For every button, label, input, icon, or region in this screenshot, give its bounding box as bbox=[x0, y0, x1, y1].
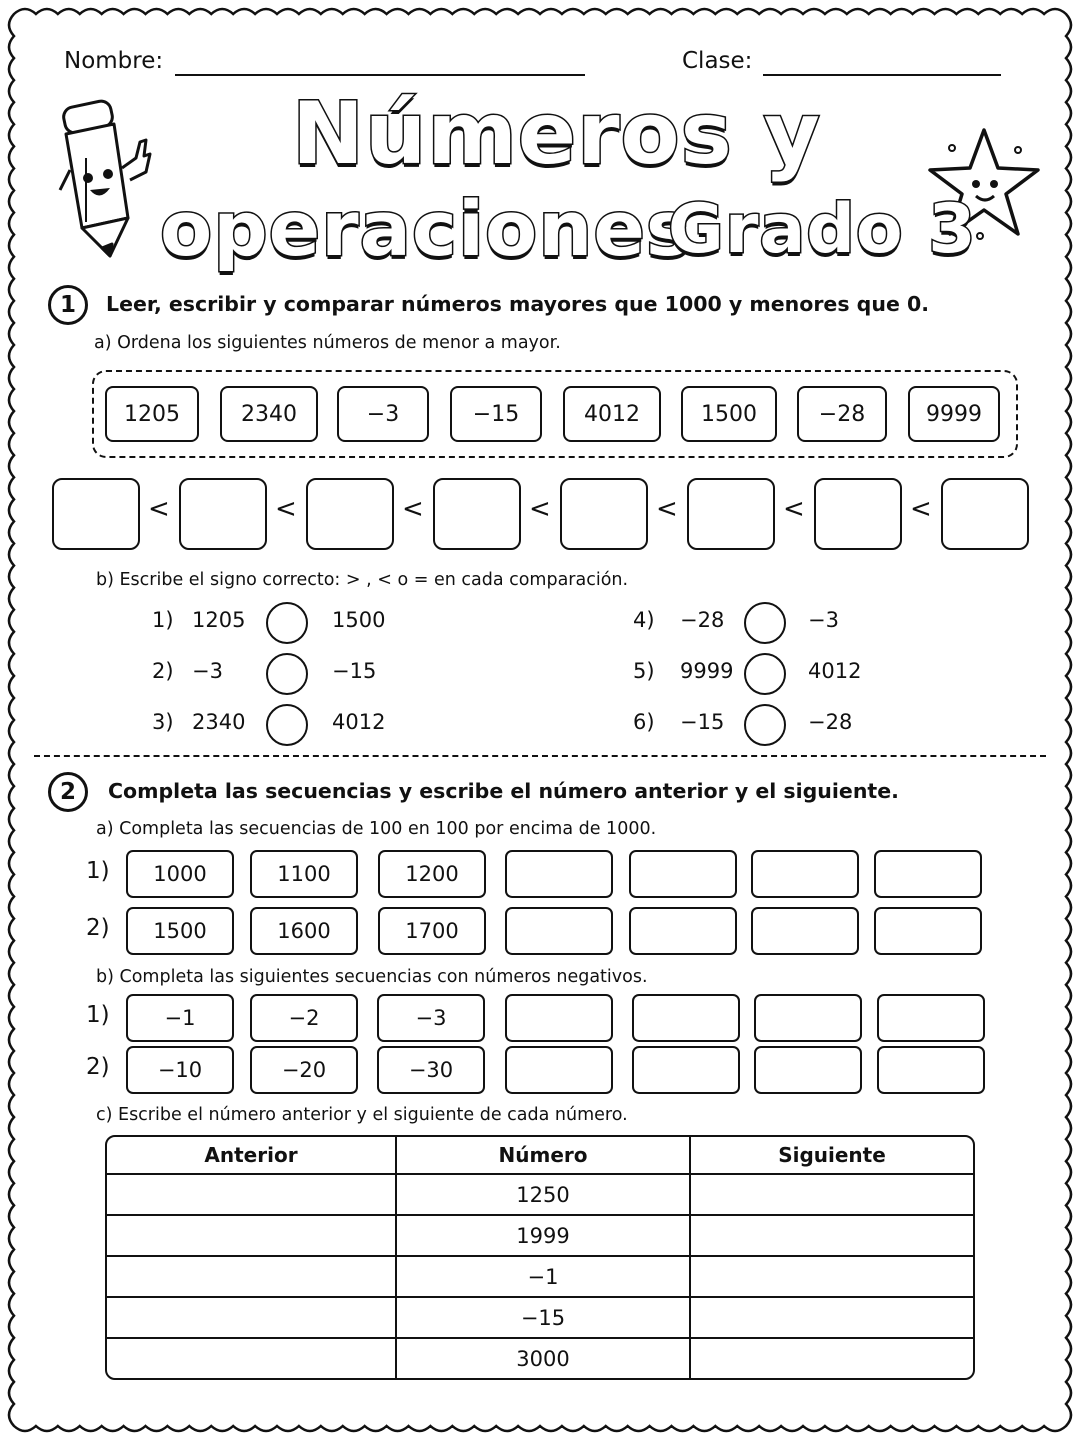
less-than-sign: < bbox=[656, 494, 678, 524]
anterior-answer-cell[interactable] bbox=[107, 1298, 397, 1339]
siguiente-answer-cell[interactable] bbox=[691, 1175, 973, 1216]
sequence-given-box: 1500 bbox=[126, 907, 234, 955]
table-row bbox=[107, 1257, 973, 1298]
sequence-answer-box[interactable] bbox=[505, 907, 613, 955]
comparison-right-number: 1500 bbox=[332, 608, 386, 632]
class-field-line[interactable] bbox=[763, 74, 1001, 76]
number-card[interactable]: 1205 bbox=[105, 386, 199, 442]
title-line2: operaciones bbox=[160, 184, 693, 273]
comparison-answer-circle[interactable] bbox=[266, 653, 308, 695]
number-card[interactable]: 4012 bbox=[563, 386, 661, 442]
comparison-index: 5) bbox=[633, 659, 655, 683]
comparison-answer-circle[interactable] bbox=[744, 704, 786, 746]
sequence-given-box: −30 bbox=[377, 1046, 485, 1094]
table-row bbox=[107, 1175, 973, 1216]
comparison-answer-circle[interactable] bbox=[266, 704, 308, 746]
section-2b-instruction: b) Completa las siguientes secuencias con números negativos. bbox=[96, 967, 648, 987]
sequence-answer-box[interactable] bbox=[632, 994, 740, 1042]
comparison-index: 4) bbox=[633, 608, 655, 632]
siguiente-answer-cell[interactable] bbox=[691, 1339, 973, 1378]
sequence-row-label: 1) bbox=[86, 858, 110, 884]
less-than-sign: < bbox=[910, 494, 932, 524]
sequence-answer-box[interactable] bbox=[505, 994, 613, 1042]
comparison-right-number: −15 bbox=[332, 659, 377, 683]
title-grade: Grado 3 bbox=[668, 190, 977, 269]
comparison-answer-circle[interactable] bbox=[744, 602, 786, 644]
name-label: Nombre: bbox=[64, 48, 164, 74]
pencil-mascot-icon bbox=[52, 98, 152, 268]
anterior-answer-cell[interactable] bbox=[107, 1216, 397, 1257]
less-than-sign: < bbox=[148, 494, 170, 524]
table-row bbox=[107, 1298, 973, 1339]
number-card[interactable]: −3 bbox=[337, 386, 429, 442]
order-answer-box[interactable] bbox=[560, 478, 648, 550]
numero-cell: −15 bbox=[397, 1298, 691, 1339]
comparison-left-number: 9999 bbox=[680, 659, 734, 683]
number-card[interactable]: −15 bbox=[450, 386, 542, 442]
section-1b-instruction: b) Escribe el signo correcto: > , < o = en cada comparación. bbox=[96, 570, 629, 590]
number-card[interactable]: −28 bbox=[797, 386, 887, 442]
siguiente-answer-cell[interactable] bbox=[691, 1216, 973, 1257]
number-table bbox=[105, 1135, 975, 1380]
less-than-sign: < bbox=[402, 494, 424, 524]
comparison-answer-circle[interactable] bbox=[744, 653, 786, 695]
section-1a-instruction: a) Ordena los siguientes números de menor a mayor. bbox=[94, 333, 561, 353]
sequence-given-box: −3 bbox=[377, 994, 485, 1042]
table-row bbox=[107, 1339, 973, 1378]
sequence-answer-box[interactable] bbox=[632, 1046, 740, 1094]
title-line1: Números y bbox=[292, 84, 821, 184]
anterior-answer-cell[interactable] bbox=[107, 1257, 397, 1298]
sequence-answer-box[interactable] bbox=[505, 850, 613, 898]
numero-cell: 3000 bbox=[397, 1339, 691, 1378]
less-than-sign: < bbox=[529, 494, 551, 524]
comparison-answer-circle[interactable] bbox=[266, 602, 308, 644]
comparison-right-number: −28 bbox=[808, 710, 853, 734]
header-numero: Número bbox=[397, 1137, 691, 1175]
numero-cell: 1999 bbox=[397, 1216, 691, 1257]
sequence-given-box: −10 bbox=[126, 1046, 234, 1094]
comparison-left-number: −15 bbox=[680, 710, 725, 734]
numero-cell: −1 bbox=[397, 1257, 691, 1298]
sequence-given-box: 1100 bbox=[250, 850, 358, 898]
order-answer-box[interactable] bbox=[433, 478, 521, 550]
order-answer-box[interactable] bbox=[52, 478, 140, 550]
sequence-answer-box[interactable] bbox=[751, 850, 859, 898]
sequence-answer-box[interactable] bbox=[874, 907, 982, 955]
number-card[interactable]: 1500 bbox=[681, 386, 777, 442]
section-2-title: Completa las secuencias y escribe el número anterior y el siguiente. bbox=[108, 779, 899, 803]
order-answer-box[interactable] bbox=[941, 478, 1029, 550]
sequence-given-box: 1200 bbox=[378, 850, 486, 898]
sequence-given-box: −1 bbox=[126, 994, 234, 1042]
siguiente-answer-cell[interactable] bbox=[691, 1298, 973, 1339]
comparison-left-number: 1205 bbox=[192, 608, 246, 632]
section-2c-instruction: c) Escribe el número anterior y el siguiente de cada número. bbox=[96, 1105, 628, 1125]
less-than-sign: < bbox=[783, 494, 805, 524]
siguiente-answer-cell[interactable] bbox=[691, 1257, 973, 1298]
order-answer-box[interactable] bbox=[179, 478, 267, 550]
sequence-answer-box[interactable] bbox=[629, 850, 737, 898]
comparison-index: 3) bbox=[152, 710, 174, 734]
section-1-title: Leer, escribir y comparar números mayores que 1000 y menores que 0. bbox=[106, 292, 930, 316]
sequence-answer-box[interactable] bbox=[751, 907, 859, 955]
sequence-answer-box[interactable] bbox=[877, 994, 985, 1042]
comparison-index: 1) bbox=[152, 608, 174, 632]
sequence-answer-box[interactable] bbox=[754, 994, 862, 1042]
comparison-left-number: −3 bbox=[192, 659, 223, 683]
header-siguiente: Siguiente bbox=[691, 1137, 973, 1175]
comparison-index: 6) bbox=[633, 710, 655, 734]
order-answer-box[interactable] bbox=[306, 478, 394, 550]
sequence-given-box: 1700 bbox=[378, 907, 486, 955]
comparison-right-number: −3 bbox=[808, 608, 839, 632]
section-2a-instruction: a) Completa las secuencias de 100 en 100 por encima de 1000. bbox=[96, 819, 657, 839]
sequence-given-box: 1000 bbox=[126, 850, 234, 898]
section-divider bbox=[34, 755, 1046, 757]
number-card[interactable]: 2340 bbox=[220, 386, 318, 442]
sequence-answer-box[interactable] bbox=[754, 1046, 862, 1094]
sequence-given-box: −2 bbox=[250, 994, 358, 1042]
less-than-sign: < bbox=[275, 494, 297, 524]
comparison-index: 2) bbox=[152, 659, 174, 683]
sequence-row-label: 2) bbox=[86, 1054, 110, 1080]
anterior-answer-cell[interactable] bbox=[107, 1339, 397, 1378]
sequence-answer-box[interactable] bbox=[629, 907, 737, 955]
sequence-answer-box[interactable] bbox=[505, 1046, 613, 1094]
sequence-row-label: 1) bbox=[86, 1002, 110, 1028]
order-answer-box[interactable] bbox=[814, 478, 902, 550]
sequence-given-box: 1600 bbox=[250, 907, 358, 955]
order-answer-box[interactable] bbox=[687, 478, 775, 550]
section-1-number: 1 bbox=[48, 285, 88, 325]
sequence-answer-box[interactable] bbox=[874, 850, 982, 898]
comparison-left-number: −28 bbox=[680, 608, 725, 632]
sequence-given-box: −20 bbox=[250, 1046, 358, 1094]
anterior-answer-cell[interactable] bbox=[107, 1175, 397, 1216]
numero-cell: 1250 bbox=[397, 1175, 691, 1216]
sequence-row-label: 2) bbox=[86, 915, 110, 941]
class-label: Clase: bbox=[682, 48, 753, 74]
section-2-number: 2 bbox=[48, 772, 88, 812]
number-card[interactable]: 9999 bbox=[908, 386, 1000, 442]
name-field-line[interactable] bbox=[175, 74, 585, 76]
header-anterior: Anterior bbox=[107, 1137, 397, 1175]
comparison-right-number: 4012 bbox=[332, 710, 386, 734]
sequence-answer-box[interactable] bbox=[877, 1046, 985, 1094]
table-row bbox=[107, 1216, 973, 1257]
comparison-right-number: 4012 bbox=[808, 659, 862, 683]
comparison-left-number: 2340 bbox=[192, 710, 246, 734]
